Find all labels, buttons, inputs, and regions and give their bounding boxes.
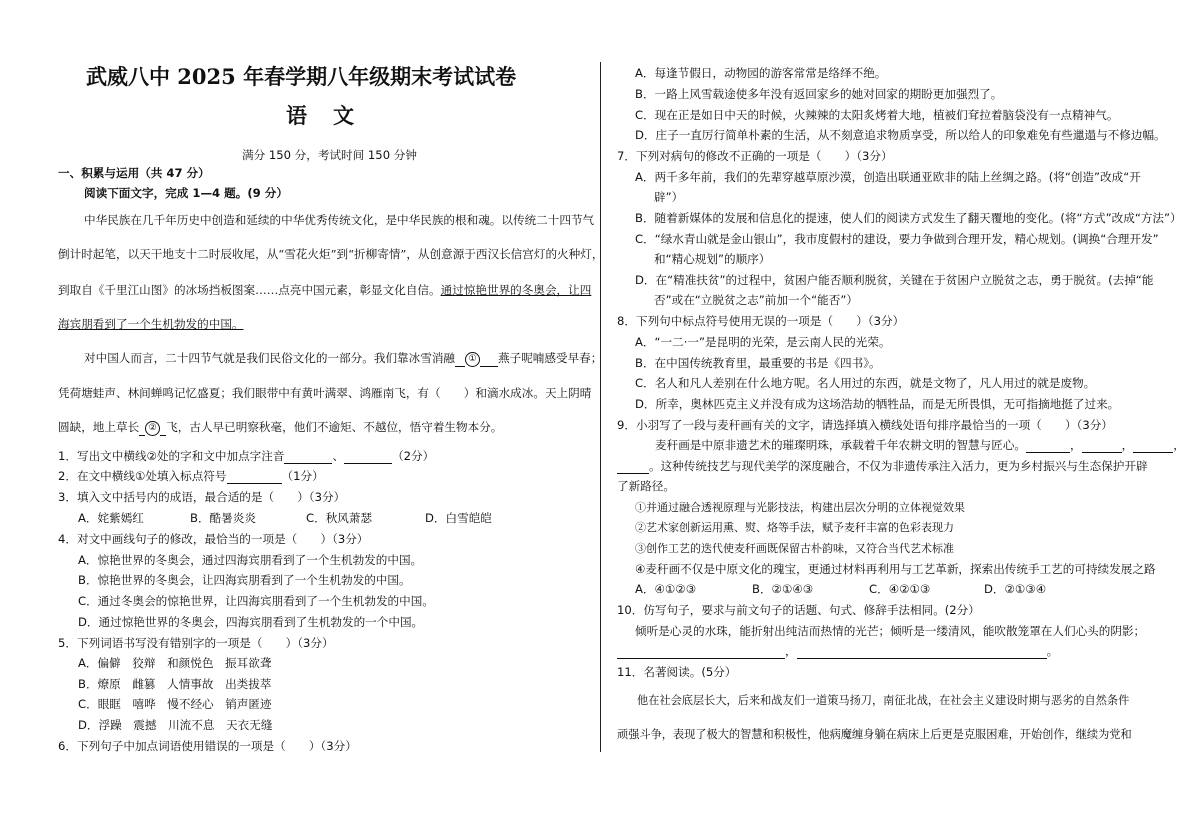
passage-line: [84, 351, 602, 367]
option-b: B．惊艳世界的冬奥会，让四海宾朋看到了一个生机勃发的中国。: [78, 573, 411, 587]
answer-blank[interactable]: [344, 451, 392, 464]
option-c: C．现在正是如日中天的时候，火辣辣的太阳炙烤着大地，植被们耷拉着脑袋没有一点精神气。: [635, 108, 1119, 122]
answer-blank[interactable]: [1133, 440, 1173, 453]
passage-line: 他在社会底层长大，后来和战友们一道策马扬刀，南征北战，在社会主义建设时期与恶劣的自然条件: [637, 694, 1130, 707]
option-a: A．姹紫嫣红: [78, 511, 144, 525]
answer-blank[interactable]: [617, 461, 649, 474]
question-11: 11．名著阅读。(5分）: [617, 665, 737, 679]
option-a-cont: 辟”）: [654, 190, 684, 204]
option-d: D．②①③④: [984, 582, 1047, 596]
paragraph-text: 。这种传统技艺与现代美学的深度融合，不仅为非遗传承注入活力，更为乡村振兴与生态保护开辟: [649, 459, 1148, 473]
option-b: B．随着新媒体的发展和信息化的提速，使人们的阅读方式发生了翻天覆地的变化。(将“方式”改成“方法”）: [635, 211, 1182, 225]
sentence-4: ④麦秆画不仅是中原文化的瑰宝，更通过材料再利用与工艺革新，探索出传统手工艺的可持续发展之路: [635, 562, 1156, 576]
option-a: A．“一二·一”是昆明的光荣，是云南人民的光荣。: [635, 335, 891, 349]
option-c: C．名人和凡人差别在什么地方呢。名人用过的东西，就是文物了，凡人用过的就是废物。: [635, 376, 1096, 390]
question-3: 3．填入文中括号内的成语，最合适的是（ ）（3分）: [58, 490, 346, 504]
passage-text: 飞，古人早已明察秋毫，他们不逾矩、不越位，悟守着生物本分。: [166, 420, 503, 434]
q9-paragraph: [617, 459, 1148, 474]
option-a: A．偏僻 狡辩 和颜悦色 振耳欲聋: [78, 656, 272, 670]
section-heading: 一、积累与运用（共 47 分）: [58, 166, 210, 180]
option-a: A．惊艳世界的冬奥会，通过四海宾朋看到了一个生机勃发的中国。: [78, 553, 423, 567]
q9-paragraph: 了新路径。: [617, 479, 675, 493]
option-c: C．眼眶 嘻哗 慢不经心 销声匿迹: [78, 697, 272, 711]
blank-marker-2: ②: [145, 421, 160, 436]
option-d: D．所幸，奥林匹克主义并没有成为这场浩劫的牺牲品，而是无所畏惧，无可指摘地挺了过来。: [635, 397, 1120, 411]
passage-line: [58, 283, 591, 298]
option-d: D．通过惊艳世界的冬奥会，四海宾朋看到了生机勃发的一个中国。: [78, 615, 424, 629]
option-c: C．“绿水青山就是金山银山”，我市度假村的建设，要力争做到合理开发，精心规划。(调换“合理开发”: [635, 232, 1159, 246]
question-text: （1分）: [281, 469, 324, 483]
passage-line: 中华民族在几千年历史中创造和延续的中华优秀传统文化，是中华民族的根和魂。以传统二十四节气: [84, 213, 595, 227]
question-9: 9．小羽写了一段与麦秆画有关的文字，请选择填入横线处语句排序最恰当的一项（ ）（3分）: [617, 418, 1113, 432]
answer-blank[interactable]: [1026, 440, 1070, 453]
passage-line: 顽强斗争，表现了极大的智慧和积极性，他病魔缠身躺在病床上后更是克服困难，开始创作，继续为党和: [617, 728, 1132, 741]
passage-line: 凭荷塘蛙声、林间蝉鸣记忆盛夏；我们眼带中有黄叶满翠、鸿雁南飞，有（ ）和滴水成冰。天上阴晴: [58, 386, 592, 400]
question-8: 8．下列句中标点符号使用无误的一项是（ ）（3分）: [617, 314, 905, 328]
question-text: （2分）: [392, 449, 435, 463]
sentence-1: ①并通过融合透视原理与光影技法，构建出层次分明的立体视觉效果: [635, 501, 965, 514]
passage-text: 圆缺，地上草长: [58, 420, 140, 434]
q9-paragraph: 麦秆画是中原非遗艺术的璀璨明珠，承载着千年农耕文明的智慧与匠心。 ， ， ，: [655, 438, 1185, 452]
question-text: 、: [332, 449, 345, 463]
underlined-sentence: 海宾朋看到了一个生机勃发的中国。: [58, 317, 244, 331]
blank-marker-1: ①: [465, 352, 480, 367]
question-6: 6．下列句子中加点词语使用错误的一项是（ ）（3分）: [58, 739, 357, 753]
sentence-3: ③创作工艺的迭代使麦秆画既保留古朴韵味，又符合当代艺术标准: [635, 542, 954, 555]
question-4: 4．对文中画线句子的修改，最恰当的一项是（ ）（3分）: [58, 532, 369, 546]
option-c-cont: 和“精心规划”的顺序）: [654, 252, 771, 266]
option-d: D．白雪皑皑: [425, 511, 492, 525]
answer-blank[interactable]: [797, 646, 1047, 659]
option-c: C．④②①③: [869, 582, 931, 596]
column-divider: [600, 62, 601, 752]
exam-title: 武威八中 2025 年春学期八年级期末考试试卷: [86, 64, 517, 89]
question-text: 2．在文中横线①处填入标点符号: [58, 469, 227, 483]
question-text: 1．写出文中横线②处的字和文中加点字注音: [58, 449, 285, 463]
option-b: B．燎原 雌篡 人情事故 出类拔萃: [78, 677, 272, 691]
q10-sentence: 倾听是心灵的水珠，能折射出纯洁而热情的光芒；倾听是一缕清风，能吹散笼罩在人们心头的阴影；: [635, 624, 1146, 638]
question-10: 10．仿写句子，要求与前文句子的话题、句式、修辞手法相同。(2分）: [617, 603, 980, 617]
blank-line: [480, 354, 498, 367]
option-a: A．④①②③: [635, 582, 697, 596]
option-b: B．②①④③: [752, 582, 814, 596]
answer-blank[interactable]: [617, 646, 785, 659]
exam-info: 满分 150 分，考试时间 150 分钟: [242, 148, 417, 162]
blank-line: [455, 354, 465, 367]
passage-line: [58, 420, 502, 436]
question-1: [58, 449, 434, 464]
answer-blank[interactable]: [227, 471, 282, 484]
option-b: B．在中国传统教育里，最重要的书是《四书》。: [635, 356, 881, 370]
underlined-sentence: 通过惊艳世界的冬奥会，让四: [440, 283, 592, 297]
q10-answer-line: ， 。: [617, 644, 1058, 659]
question-7: 7．下列对病句的修改不正确的一项是（ ）（3分）: [617, 149, 893, 163]
answer-blank[interactable]: [1082, 440, 1122, 453]
passage-text: 到取自《千里江山图》的冰场挡板图案……点亮中国元素，彰显文化自信。: [58, 283, 441, 297]
option-b: B．酷暑炎炎: [190, 511, 256, 525]
passage-text: 对中国人而言，二十四节气就是我们民俗文化的一部分。我们靠冰雪消融: [84, 351, 456, 365]
option-d: D．在“精准扶贫”的过程中，贫困户能否顺利脱贫，关键在于贫困户立脱贫之志，勇于脱贫。(去掉“能: [635, 273, 1154, 287]
option-b: B．一路上风雪载途使多年没有返回家乡的她对回家的期盼更加强烈了。: [635, 87, 1003, 101]
option-c: C．秋风萧瑟: [306, 511, 373, 525]
option-c: C．通过冬奥会的惊艳世界，让四海宾朋看到了一个生机勃发的中国。: [78, 594, 434, 608]
option-d: D．浮躁 震撼 川流不息 天衣无缝: [78, 718, 273, 732]
option-a: A．两千多年前，我们的先辈穿越草原沙漠，创造出联通亚欧非的陆上丝绸之路。(将“创造”改成“开: [635, 170, 1141, 184]
question-5: 5．下列词语书写没有错别字的一项是（ ）（3分）: [58, 636, 334, 650]
passage-text: 燕子呢喃感受早春；: [498, 351, 603, 365]
question-2: [58, 469, 324, 484]
paragraph-text: 麦秆画是中原非遗艺术的璀璨明珠，承载着千年农耕文明的智慧与匠心。: [655, 438, 1027, 452]
option-d-cont: 否”或在“立脱贫之志”前加一个“能否”）: [654, 293, 858, 307]
passage-line: 倒计时起笔，以天干地支十二时辰收尾，从“雪花火炬”到“折柳寄情”，从创意源于西汉长信宫灯的火种灯，: [58, 247, 604, 261]
subject-title: 语文: [286, 103, 380, 128]
option-d: D．庄子一直厉行简单朴素的生活，从不刻意追求物质享受，所以给人的印象难免有些邋遢与不修边幅。: [635, 128, 1166, 142]
answer-blank[interactable]: [284, 451, 332, 464]
sentence-2: ②艺术家创新运用熏、熨、烙等手法，赋予麦秆丰富的色彩表现力: [635, 521, 954, 534]
reading-instruction: 阅读下面文字，完成 1—4 题。(9 分）: [84, 186, 288, 200]
option-a: A．每逢节假日，动物园的游客常常是络绎不绝。: [635, 66, 887, 80]
